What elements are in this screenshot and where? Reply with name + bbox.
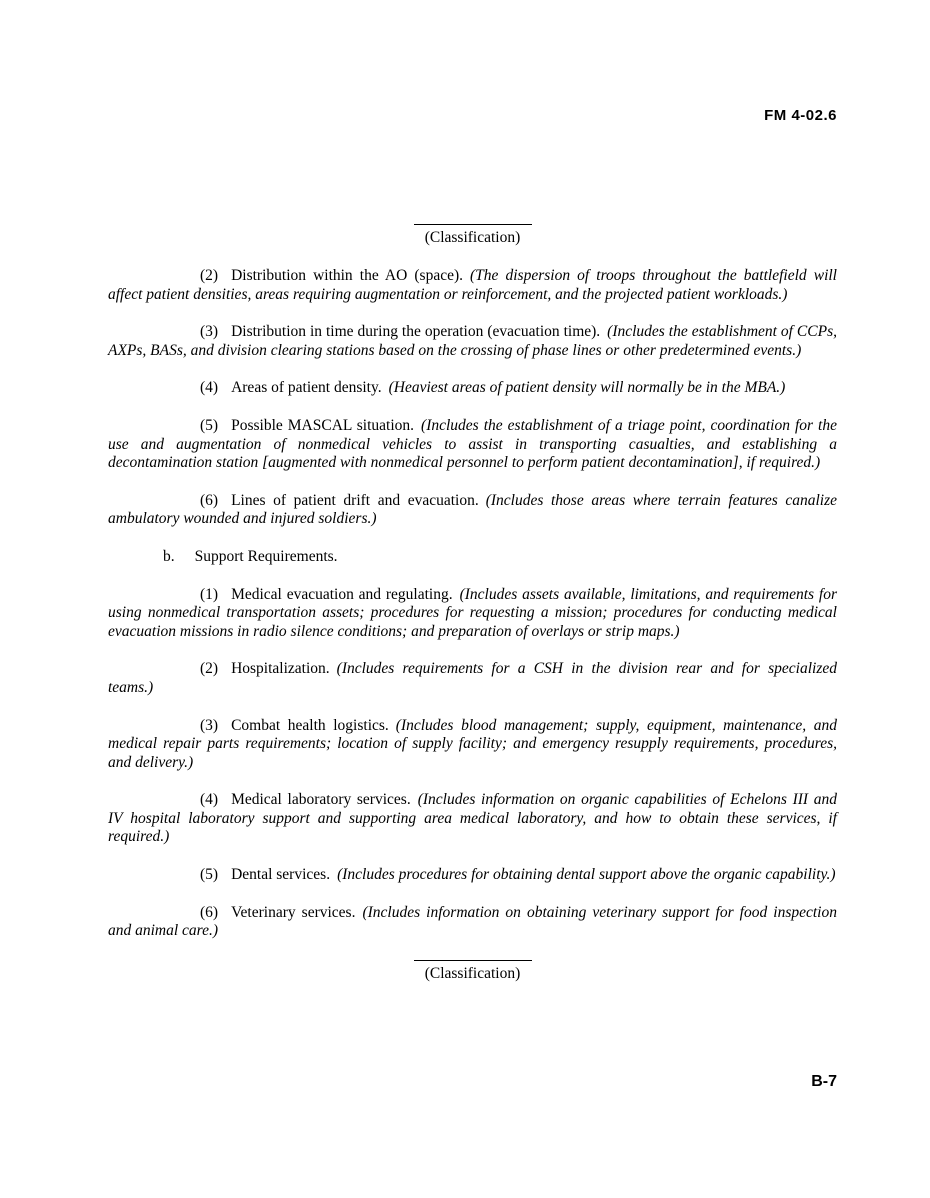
paragraph-italic: (Includes those areas where terrain features canalize ambulatory wounded and injured soldiers.) [108, 491, 837, 528]
paragraph [108, 717, 837, 773]
paragraph [108, 904, 837, 941]
paragraph [108, 267, 837, 304]
paragraph [108, 548, 837, 567]
page-content [108, 224, 837, 983]
paragraph-italic: (Includes information on organic capabilities of Echelons III and IV hospital laboratory support and supporting area medical laboratory, and how to obtain these services, if required.) [108, 791, 837, 846]
paragraph-italic: (Includes requirements for a CSH in the division rear and for specialized teams.) [108, 660, 837, 696]
classification-rule-bottom [414, 960, 532, 961]
paragraph [108, 586, 837, 642]
paragraph-italic: (Includes assets available, limitations, and requirements for using nonmedical transportation assets; procedures for requesting a mission; procedures for conducting medical evacuation missions in radio silence conditions; and preparation of overlays or strip maps.) [108, 585, 837, 640]
classification-rule-top [414, 224, 532, 225]
body-text [108, 267, 837, 941]
paragraph-lead: Combat health logistics. [231, 716, 389, 734]
doc-number: FM 4-02.6 [764, 107, 837, 124]
paragraph-italic: (Heaviest areas of patient density will normally be in the MBA.) [388, 379, 786, 397]
paragraph-italic: (Includes procedures for obtaining dental support above the organic capability.) [337, 866, 836, 884]
paragraph-lead: Distribution in time during the operation (evacuation time). [231, 323, 601, 341]
paragraph-lead: Veterinary services. [231, 903, 356, 921]
paragraph [108, 660, 837, 697]
paragraph-lead: Lines of patient drift and evacuation. [231, 491, 479, 509]
paragraph-italic: (Includes the establishment of a triage point, coordination for the use and augmentation of nonmedical vehicles to assist in transporting casualties, and establishing a decontamination station [augmented with nonmedical personnel to perform patient decontamination], if required.) [108, 416, 837, 472]
paragraph-lead: Areas of patient density. [231, 379, 382, 397]
classification-top-label: (Classification) [424, 229, 521, 246]
paragraph-italic: (The dispersion of troops throughout the battlefield will affect patient densities, areas requiring augmentation or reinforcement, and the projected patient workloads.) [108, 267, 837, 303]
paragraph-lead: Distribution within the AO (space). [231, 267, 463, 284]
classification-bottom-label: (Classification) [424, 964, 521, 982]
paragraph-italic: (Includes information on obtaining veterinary support for food inspection and animal care.) [108, 903, 837, 940]
paragraph-label: (2) [200, 660, 219, 678]
paragraph-label: (2) [200, 267, 219, 284]
paragraph [108, 791, 837, 847]
paragraph [108, 417, 837, 473]
classification-top [108, 224, 837, 247]
paragraph-label: (3) [200, 716, 219, 734]
paragraph-label: b. [163, 547, 175, 565]
paragraph-italic: (Includes blood management; supply, equipment, maintenance, and medical repair parts requirements; location of supply facility; and emergency resupply requirements, procedures, and delivery.) [108, 716, 838, 771]
paragraph [108, 323, 837, 360]
paragraph-label: (4) [200, 379, 219, 397]
paragraph-label: (5) [200, 416, 219, 434]
classification-bottom [108, 960, 837, 983]
page-number: B-7 [811, 1073, 837, 1090]
paragraph-label: (3) [200, 323, 219, 341]
paragraph-lead: Dental services. [231, 866, 331, 884]
paragraph-italic: (Includes the establishment of CCPs, AXPs, BASs, and division clearing stations based on the crossing of phase lines or other predetermined events.) [108, 323, 837, 359]
paragraph-lead: Possible MASCAL situation. [231, 416, 415, 434]
paragraph-lead: Support Requirements. [194, 547, 338, 565]
paragraph-label: (6) [200, 491, 219, 509]
paragraph [108, 866, 837, 885]
paragraph-label: (1) [200, 585, 219, 603]
paragraph-lead: Hospitalization. [231, 660, 330, 678]
paragraph [108, 379, 837, 398]
paragraph-lead: Medical evacuation and regulating. [231, 585, 453, 603]
paragraph-lead: Medical laboratory services. [231, 791, 411, 809]
paragraph-label: (5) [200, 866, 219, 884]
paragraph-label: (6) [200, 903, 219, 921]
paragraph-label: (4) [200, 791, 219, 809]
paragraph [108, 492, 837, 529]
